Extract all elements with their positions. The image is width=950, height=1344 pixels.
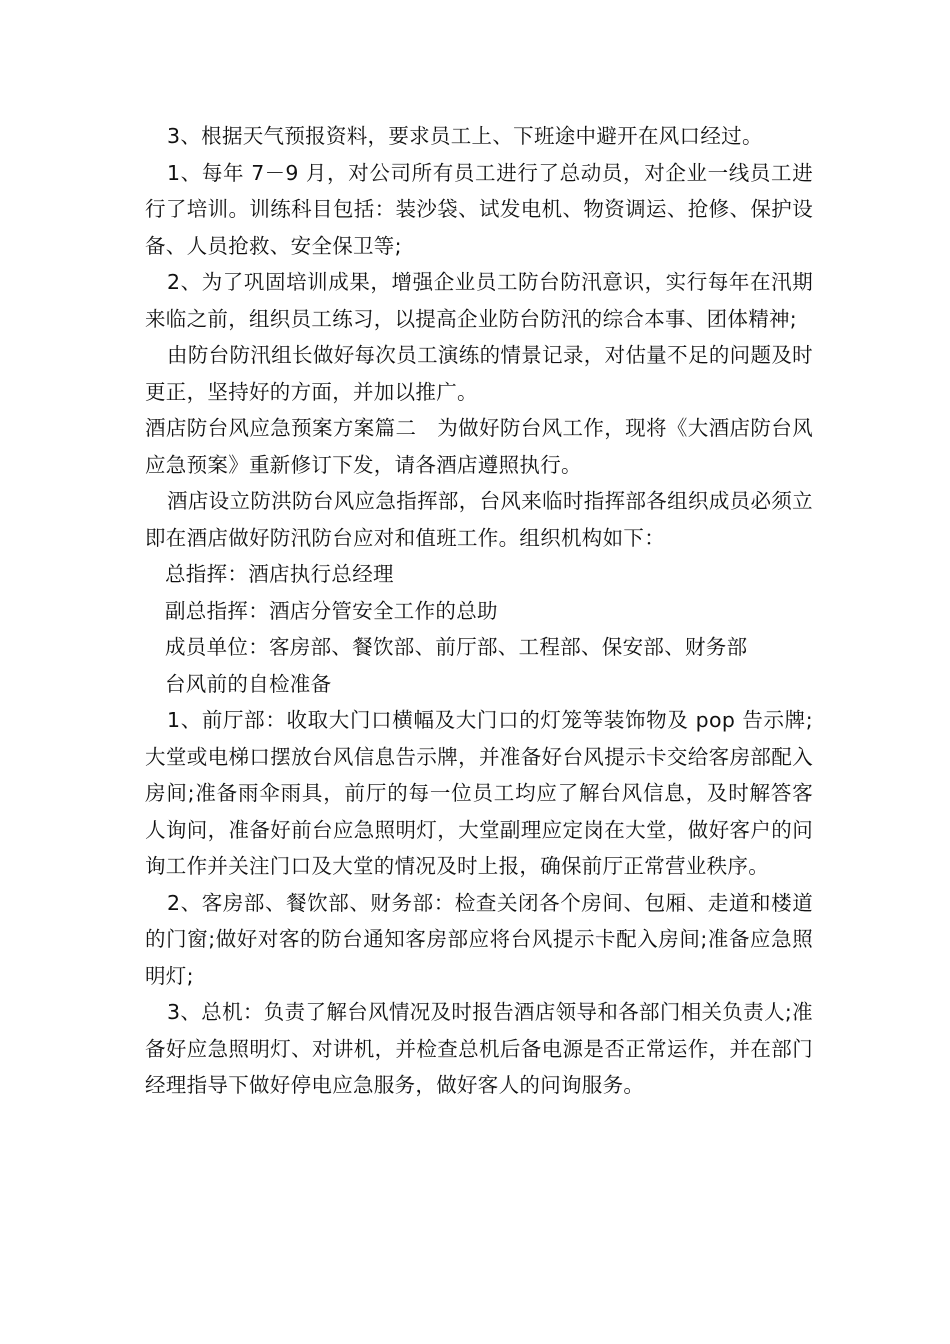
paragraph-self-check-heading: 台风前的自检准备 bbox=[165, 671, 332, 696]
paragraph-front-office: 1、前厅部：收取大门口横幅及大门口的灯笼等装饰物及 pop 告示牌;大堂或电梯口摆放台风信息告示牌，并准备好台风提示卡交给客房部配入房间;准备雨伞雨具，前厅的每一位员工均应了解台风信息，及时解答客人询问，准备好前台应急照明灯，大堂副理应定岗在大堂，做好客户的问询工作并关注门口及大堂的情况及时上报，确保前厅正常营业秩序。 bbox=[145, 708, 813, 878]
paragraph-weather-commute: 3、根据天气预报资料，要求员工上、下班途中避开在风口经过。 bbox=[167, 124, 763, 148]
paragraph-member-units: 成员单位：客房部、餐饮部、前厅部、工程部、保安部、财务部 bbox=[165, 635, 748, 659]
paragraph-chief-commander: 总指挥：酒店执行总经理 bbox=[165, 562, 394, 586]
paragraph-drill-practice: 2、为了巩固培训成果，增强企业员工防台防汛意识，实行每年在汛期来临之前，组织员工练习，以提高企业防台防汛的综合本事、团体精神; bbox=[145, 270, 813, 331]
paragraph-plan-intro: 酒店防台风应急预案方案篇二 为做好防台风工作，现将《大酒店防台风应急预案》重新修订下发，请各酒店遵照执行。 bbox=[145, 416, 813, 477]
paragraph-switchboard: 3、总机：负责了解台风情况及时报告酒店领导和各部门相关负责人;准备好应急照明灯、对讲机，并检查总机后备电源是否正常运作，并在部门经理指导下做好停电应急服务，做好客人的问询服务。 bbox=[145, 1000, 813, 1097]
paragraph-deputy-commander: 副总指挥：酒店分管安全工作的总助 bbox=[165, 598, 498, 623]
paragraph-staff-training: 1、每年 7－9 月，对公司所有员工进行了总动员，对企业一线员工进行了培训。训练科目包括：装沙袋、试发电机、物资调运、抢修、保护设备、人员抢救、安全保卫等; bbox=[145, 160, 813, 258]
paragraph-drill-records: 由防台防汛组长做好每次员工演练的情景记录，对估量不足的问题及时更正，坚持好的方面，并加以推广。 bbox=[145, 343, 813, 404]
document-body bbox=[145, 118, 813, 1104]
paragraph-command-center: 酒店设立防洪防台风应急指挥部，台风来临时指挥部各组织成员必须立即在酒店做好防汛防台应对和值班工作。组织机构如下： bbox=[145, 489, 813, 550]
paragraph-housekeeping: 2、客房部、餐饮部、财务部：检查关闭各个房间、包厢、走道和楼道的门窗;做好对客的防台通知客房部应将台风提示卡配入房间;准备应急照明灯; bbox=[145, 890, 813, 988]
